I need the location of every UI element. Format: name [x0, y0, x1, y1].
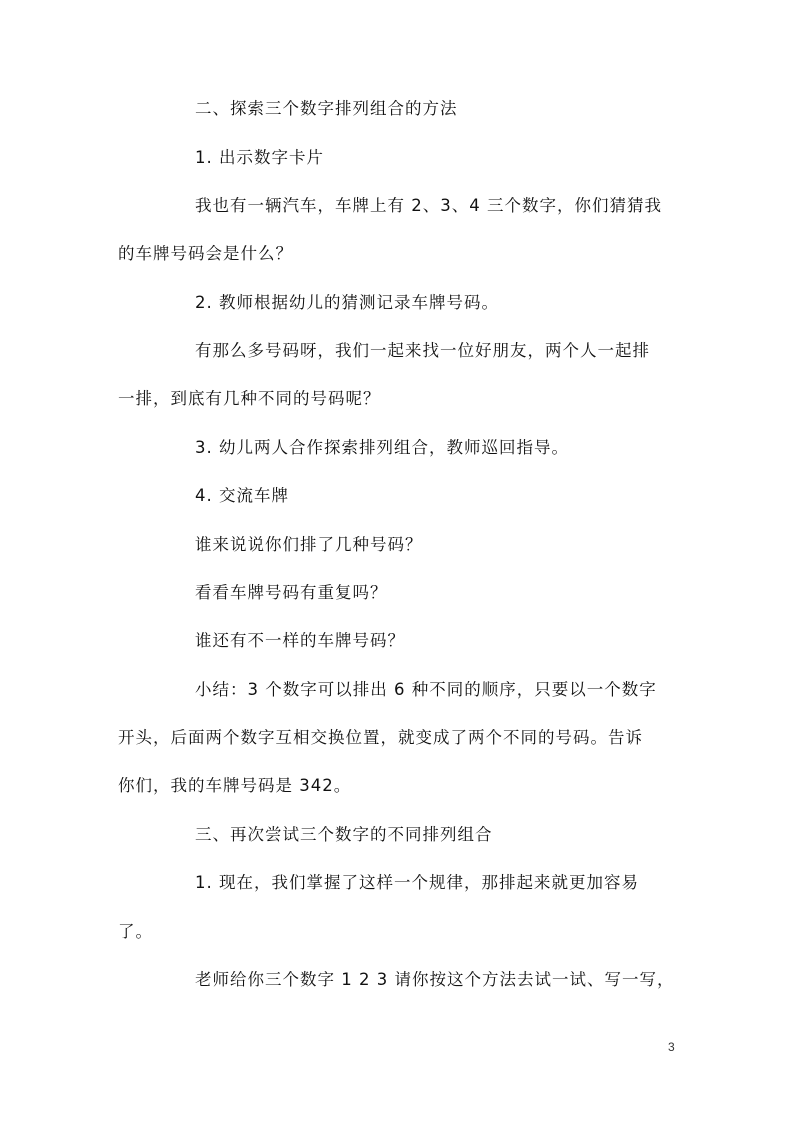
paragraph-line: 4. 交流车牌: [195, 486, 289, 505]
paragraph-line: 的车牌号码会是什么？: [118, 244, 293, 263]
paragraph-line: 谁来说说你们排了几种号码？: [195, 535, 423, 554]
paragraph-line: 老师给你三个数字 1 2 3 请你按这个方法去试一试、写一写，: [195, 970, 675, 989]
paragraph-line: 2. 教师根据幼儿的猜测记录车牌号码。: [195, 293, 499, 312]
paragraph-line: 1. 现在，我们掌握了这样一个规律，那排起来就更加容易: [195, 873, 639, 892]
paragraph-line: 有那么多号码呀，我们一起来找一位好朋友，两个人一起排: [195, 341, 650, 360]
paragraph-line: 你们，我的车牌号码是 342。: [118, 776, 352, 795]
paragraph-line: 了。: [118, 922, 153, 941]
paragraph-line: 一排，到底有几种不同的号码呢？: [118, 389, 381, 408]
section-heading-3: 三、再次尝试三个数字的不同排列组合: [195, 825, 493, 844]
page-number: 3: [668, 1040, 675, 1054]
paragraph-line: 小结：3 个数字可以排出 6 种不同的顺序，只要以一个数字: [195, 680, 657, 699]
section-heading-2: 二、探索三个数字排列组合的方法: [195, 99, 458, 118]
paragraph-line: 1. 出示数字卡片: [195, 148, 324, 167]
paragraph-line: 开头，后面两个数字互相交换位置，就变成了两个不同的号码。告诉: [118, 728, 643, 747]
paragraph-line: 谁还有不一样的车牌号码？: [195, 631, 405, 650]
paragraph-line: 3. 幼儿两人合作探索排列组合，教师巡回指导。: [195, 438, 569, 457]
paragraph-line: 我也有一辆汽车，车牌上有 2、3、4 三个数字，你们猜猜我: [195, 196, 662, 215]
paragraph-line: 看看车牌号码有重复吗？: [195, 583, 388, 602]
